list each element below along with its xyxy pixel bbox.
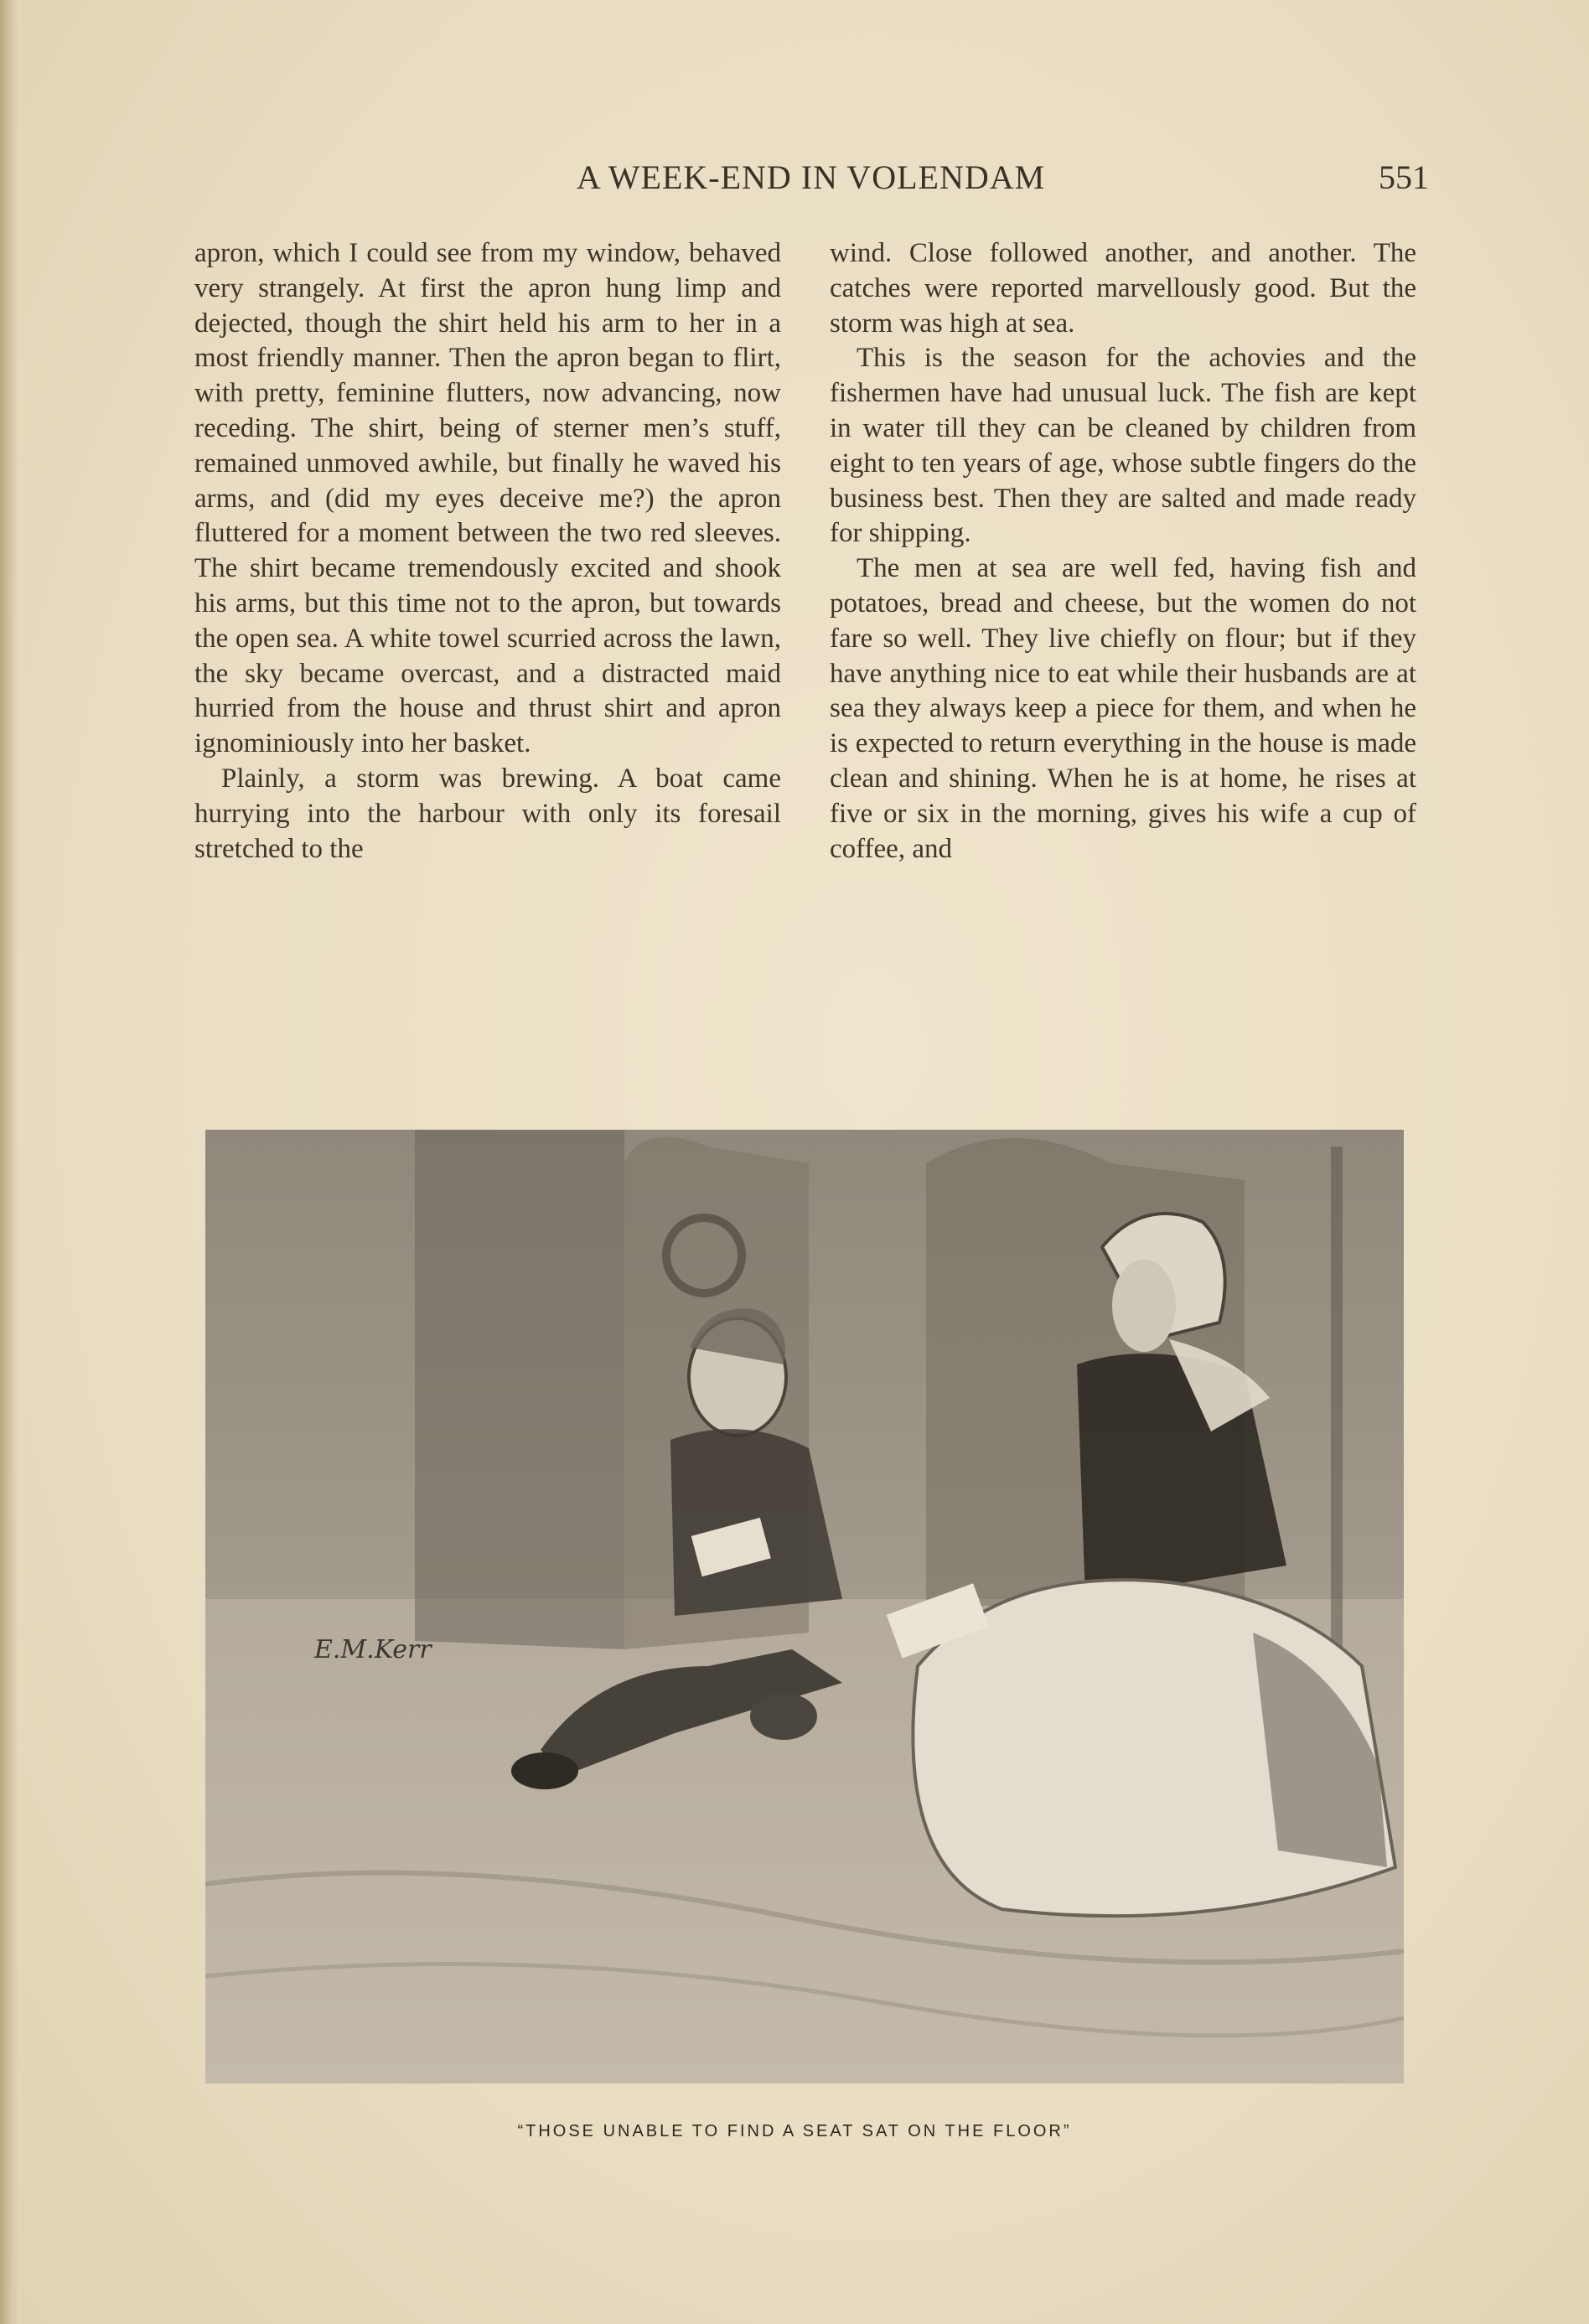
page-gutter	[0, 0, 18, 2324]
paragraph: wind. Close followed another, and another. The catches were reported marvellously good. But the storm was high at sea.	[830, 238, 1416, 339]
left-column	[194, 236, 781, 867]
page-header	[193, 158, 1429, 208]
paragraph: The men at sea are well fed, having fish and potatoes, bread and cheese, but the women do not fare so well. They live chiefly on flour; but if they have anything nice to eat while their husbands are at sea they always keep a piece for them, and when he is expected to return everything in the house is made clean and shining. When he is at home, he rises at five or six in the morning, gives his wife a cup of coffee, and	[830, 553, 1416, 864]
illustration-caption: “THOSE UNABLE TO FIND A SEAT SAT ON THE FLOOR”	[517, 2122, 1072, 2140]
page-number: 551	[1379, 158, 1429, 196]
paragraph: apron, which I could see from my window, behaved very strangely. At first the apron hung limp and dejected, though the shirt held his arm to her in a most friendly manner. Then the apron began to flirt, with pretty, feminine flutters, now advancing, now receding. The shirt, being of sterner men’s stuff, remained unmoved awhile, but finally he waved his arms, and (did my eyes deceive me?) the apron fluttered for a moment between the two red sleeves. The shirt became tremendously excited and shook his arms, but this time not to the apron, but towards the open sea. A white towel scurried across the lawn, the sky became overcast, and a distracted maid hurried from the house and thrust shirt and apron ignominiously into her basket.	[194, 238, 781, 759]
illustration-drawing	[205, 1130, 1404, 2083]
text-columns	[194, 236, 1418, 1108]
paragraph: This is the season for the achovies and the fishermen have had unusual luck. The fish are kept in water till they can be cleaned by children from eight to ten years of age, whose subtle fingers do the business best. Then they are salted and made ready for shipping.	[830, 343, 1416, 549]
paragraph: Plainly, a storm was brewing. A boat came hurrying into the harbour with only its foresail stretched to the	[194, 763, 781, 864]
right-column	[830, 236, 1416, 867]
artist-signature: E.M.Kerr	[314, 1635, 432, 1664]
woman-face	[1112, 1260, 1176, 1352]
cupboard-door	[415, 1130, 624, 1649]
running-head: A WEEK-END IN VOLENDAM	[576, 158, 1046, 196]
sketch-svg	[205, 1130, 1404, 2083]
